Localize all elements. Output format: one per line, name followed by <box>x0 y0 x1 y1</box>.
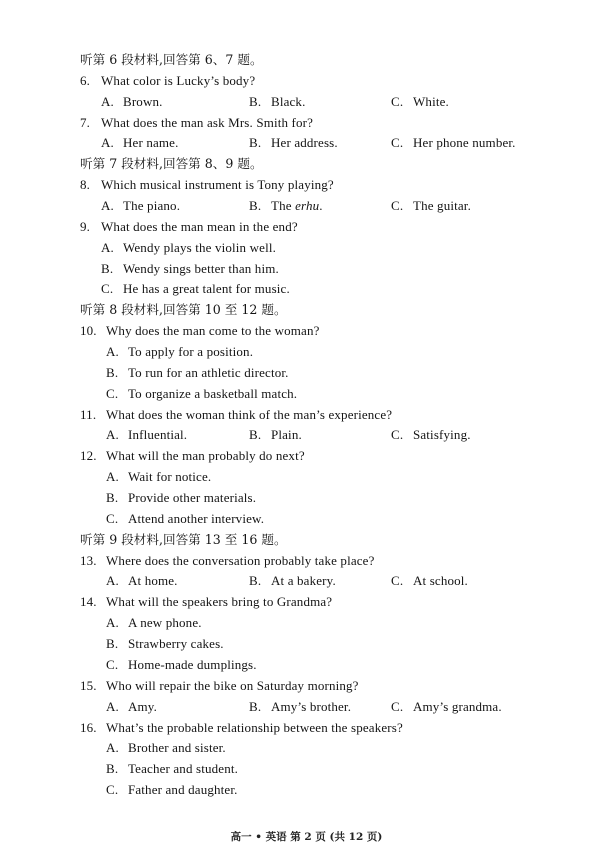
question-text: What does the man ask Mrs. Smith for? <box>101 114 314 130</box>
option-a <box>80 738 550 759</box>
option-text: Home-made dumplings. <box>128 656 257 672</box>
question-6 <box>80 71 550 92</box>
option-text: Plain. <box>271 427 302 443</box>
option-text: He has a great talent for music. <box>123 281 290 297</box>
option-text-after: . <box>319 198 323 214</box>
question-8 <box>80 175 550 196</box>
question-text: Who will repair the bike on Saturday morning? <box>106 677 359 693</box>
options-7 <box>80 133 550 154</box>
options-13 <box>80 571 550 592</box>
option-letter: A. <box>101 239 114 255</box>
option-letter: B. <box>249 698 262 714</box>
question-number: 11. <box>80 406 97 422</box>
option-b <box>249 92 305 113</box>
option-c <box>391 133 516 154</box>
option-letter: A. <box>106 698 119 714</box>
option-text: Amy’s brother. <box>271 698 352 714</box>
question-10 <box>80 321 550 342</box>
section-heading: 听第 7 段材料,回答第 8、9 题。 <box>80 156 263 172</box>
option-c <box>391 571 468 592</box>
question-text: What color is Lucky’s body? <box>101 72 256 88</box>
options-11 <box>80 425 550 446</box>
option-text: Satisfying. <box>413 427 471 443</box>
option-letter: B. <box>106 761 119 777</box>
question-16 <box>80 718 550 739</box>
option-letter: C. <box>101 281 114 297</box>
question-text: What does the man mean in the end? <box>101 218 298 234</box>
option-text: Teacher and student. <box>128 761 239 777</box>
option-b <box>80 363 550 384</box>
option-letter: B. <box>101 260 114 276</box>
option-text: To apply for a position. <box>128 344 254 360</box>
option-text: At school. <box>413 573 468 589</box>
option-text: Wendy plays the violin well. <box>123 239 276 255</box>
question-7 <box>80 113 550 134</box>
option-a <box>101 133 179 154</box>
option-a <box>101 92 163 113</box>
option-b <box>80 488 550 509</box>
option-b <box>249 697 351 718</box>
option-text: The piano. <box>123 198 181 214</box>
option-text: The guitar. <box>413 198 471 214</box>
option-letter: C. <box>106 385 119 401</box>
option-letter: C. <box>391 573 404 589</box>
option-c <box>80 279 550 300</box>
option-letter: B. <box>249 93 262 109</box>
section-heading: 听第 9 段材料,回答第 13 至 16 题。 <box>80 531 287 547</box>
option-text: At a bakery. <box>271 573 336 589</box>
option-c <box>391 697 502 718</box>
option-letter: C. <box>391 93 404 109</box>
option-letter: C. <box>391 427 404 443</box>
option-letter: B. <box>106 636 119 652</box>
option-a <box>106 697 157 718</box>
question-number: 13. <box>80 552 97 568</box>
question-text: What will the man probably do next? <box>106 448 305 464</box>
page-footer: 高一 • 英语 第 2 页 (共 12 页) <box>230 831 383 843</box>
question-number: 15. <box>80 677 97 693</box>
option-c <box>80 509 550 530</box>
option-letter: C. <box>391 135 404 151</box>
option-letter: A. <box>106 740 119 756</box>
option-text: Brother and sister. <box>128 740 226 756</box>
option-letter: B. <box>106 490 119 506</box>
question-number: 9. <box>80 218 91 234</box>
option-letter: A. <box>106 615 119 631</box>
option-text: Provide other materials. <box>128 490 257 506</box>
option-letter: A. <box>101 135 114 151</box>
option-b <box>80 259 550 280</box>
option-text: Influential. <box>128 427 188 443</box>
option-text <box>271 198 323 213</box>
question-number: 14. <box>80 594 97 610</box>
question-11 <box>80 405 550 426</box>
option-a <box>106 571 178 592</box>
option-c <box>391 196 471 217</box>
option-text: Amy’s grandma. <box>413 698 502 714</box>
option-letter: A. <box>106 573 119 589</box>
option-text: Wendy sings better than him. <box>123 260 279 276</box>
question-text: What’s the probable relationship between the speakers? <box>106 719 403 735</box>
option-letter: A. <box>106 469 119 485</box>
option-text: Brown. <box>123 93 163 109</box>
question-number: 12. <box>80 448 97 464</box>
options-15 <box>80 697 550 718</box>
option-letter: C. <box>391 198 404 214</box>
option-a <box>80 467 550 488</box>
option-letter: A. <box>101 198 114 214</box>
question-9 <box>80 217 550 238</box>
question-number: 10. <box>80 323 97 339</box>
option-text: To organize a basketball match. <box>128 385 298 401</box>
option-letter: B. <box>249 427 262 443</box>
option-b <box>80 759 550 780</box>
option-b <box>249 133 338 154</box>
option-b <box>249 425 302 446</box>
listening-section <box>80 50 550 801</box>
question-text: Which musical instrument is Tony playing? <box>101 177 334 193</box>
option-letter: C. <box>106 510 119 526</box>
option-text: Amy. <box>128 698 158 714</box>
option-text: To run for an athletic director. <box>128 364 289 380</box>
option-text: Wait for notice. <box>128 469 212 485</box>
section-heading: 听第 8 段材料,回答第 10 至 12 题。 <box>80 302 287 318</box>
question-text: Why does the man come to the woman? <box>106 323 320 339</box>
option-text: Strawberry cakes. <box>128 636 224 652</box>
option-b <box>249 196 323 217</box>
option-b <box>80 634 550 655</box>
option-text: Her phone number. <box>413 135 516 151</box>
question-15 <box>80 676 550 697</box>
option-letter: C. <box>106 656 119 672</box>
question-text: Where does the conversation probably take place? <box>106 552 375 568</box>
option-c <box>80 384 550 405</box>
option-a <box>106 425 187 446</box>
options-6 <box>80 92 550 113</box>
option-text-italic: erhu <box>295 198 320 214</box>
question-number: 6. <box>80 72 91 88</box>
option-letter: A. <box>101 93 114 109</box>
option-letter: A. <box>106 344 119 360</box>
option-c <box>391 92 449 113</box>
option-letter: B. <box>249 573 262 589</box>
option-a <box>80 342 550 363</box>
option-a <box>80 613 550 634</box>
option-b <box>249 571 336 592</box>
option-c <box>391 425 471 446</box>
section-heading: 听第 6 段材料,回答第 6、7 题。 <box>80 52 263 67</box>
options-8 <box>80 196 550 217</box>
question-text: What will the speakers bring to Grandma? <box>106 594 333 610</box>
option-letter: C. <box>391 698 404 714</box>
question-14 <box>80 592 550 613</box>
question-text: What does the woman think of the man’s experience? <box>106 406 393 422</box>
option-letter: B. <box>249 198 262 214</box>
option-letter: B. <box>106 364 119 380</box>
option-a <box>80 238 550 259</box>
option-text: Attend another interview. <box>128 510 265 526</box>
option-c <box>80 780 550 801</box>
question-13 <box>80 551 550 572</box>
option-text: White. <box>413 93 449 109</box>
option-c <box>80 655 550 676</box>
question-number: 7. <box>80 114 91 130</box>
option-text: A new phone. <box>128 615 202 631</box>
option-a <box>101 196 180 217</box>
option-text: Her address. <box>271 135 338 151</box>
option-text-before: The <box>271 198 296 214</box>
option-letter: C. <box>106 782 119 798</box>
option-text: Her name. <box>123 135 179 151</box>
option-text: Father and daughter. <box>128 782 238 798</box>
option-text: Black. <box>271 93 306 109</box>
option-letter: B. <box>249 135 262 151</box>
question-number: 16. <box>80 719 97 735</box>
option-text: At home. <box>128 573 178 589</box>
question-number: 8. <box>80 177 91 193</box>
question-12 <box>80 446 550 467</box>
option-letter: A. <box>106 427 119 443</box>
